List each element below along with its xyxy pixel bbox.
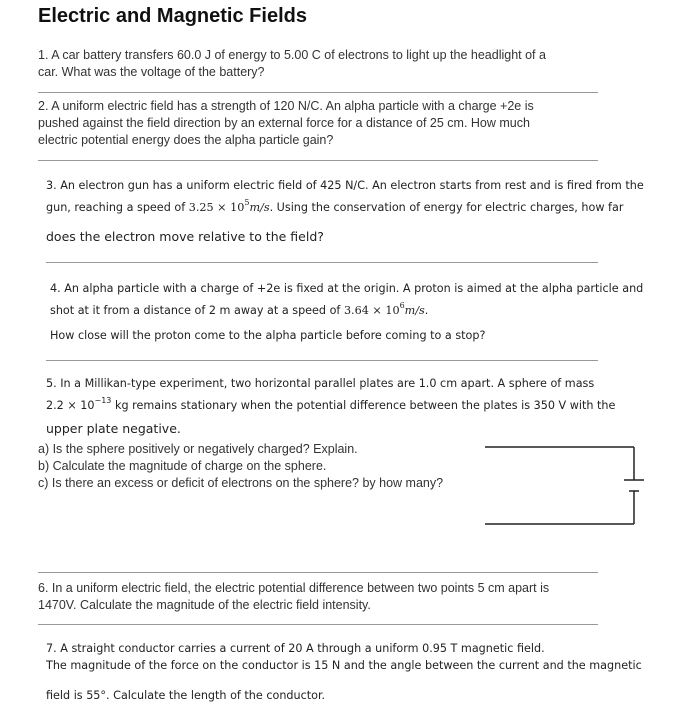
question-4-line-1: 4. An alpha particle with a charge of +2e is fixed at the origin. A proton is aimed at the alpha particle and (50, 282, 644, 295)
question-6-line-2: 1470V. Calculate the magnitude of the electric field intensity. (38, 598, 371, 612)
question-3-line-1: 3. An electron gun has a uniform electric field of 425 N/C. An electron starts from rest and is fired from the (46, 179, 644, 192)
question-3-line-3: does the electron move relative to the field? (46, 229, 324, 244)
question-5 (46, 375, 615, 437)
speed-exponent: 5 (244, 198, 250, 207)
part-a: a) Is the sphere positively or negatively charged? Explain. (38, 442, 358, 456)
parallel-plates-diagram (482, 440, 682, 540)
question-5-line-2 (46, 392, 615, 414)
mass-exponent: −13 (94, 396, 112, 405)
question-3-text: . Using the conservation of energy for electric charges, how far (269, 201, 624, 214)
question-4-text: shot at it from a distance of 2 m away at a speed of (50, 304, 344, 317)
part-c: c) Is there an excess or deficit of electrons on the sphere? by how many? (38, 476, 444, 490)
divider (46, 262, 598, 263)
question-2-line-3: electric potential energy does the alpha particle gain? (38, 133, 334, 147)
question-2 (38, 98, 534, 149)
question-5-line-3: upper plate negative. (46, 421, 181, 436)
question-6 (38, 580, 549, 614)
question-4-line-3: How close will the proton come to the alpha particle before coming to a stop? (50, 329, 486, 342)
speed-exponent: 6 (399, 301, 405, 310)
question-5-line-1: 5. In a Millikan-type experiment, two horizontal parallel plates are 1.0 cm apart. A sphere of mass (46, 377, 595, 390)
question-3 (46, 177, 644, 245)
question-7-line-3: field is 55°. Calculate the length of the conductor. (46, 689, 326, 702)
question-7-line-2: The magnitude of the force on the conductor is 15 N and the angle between the current and the magnetic (46, 659, 642, 672)
question-2-line-2: pushed against the field direction by an external force for a distance of 25 cm. How much (38, 116, 530, 130)
speed-mantissa: 3.64 × 10 (343, 304, 400, 317)
question-1 (38, 47, 546, 81)
question-1-line-2: car. What was the voltage of the battery? (38, 65, 265, 79)
question-2-line-1: 2. A uniform electric field has a strength of 120 N/C. An alpha particle with a charge +2e is (38, 99, 534, 113)
question-6-line-1: 6. In a uniform electric field, the electric potential difference between two points 5 cm apart is (38, 581, 550, 595)
question-5-text: kg remains stationary when the potential difference between the plates is 350 V with the (111, 399, 616, 412)
divider (38, 572, 598, 573)
question-1-line-1: 1. A car battery transfers 60.0 J of energy to 5.00 C of electrons to light up the headlight of a (38, 48, 546, 62)
question-5-parts (38, 441, 443, 492)
speed-unit: m/s (404, 304, 425, 317)
speed-unit: m/s (249, 201, 270, 214)
question-7-line-1: 7. A straight conductor carries a current of 20 A through a uniform 0.95 T magnetic field. (46, 642, 545, 655)
question-4 (50, 280, 643, 344)
speed-value (188, 198, 270, 214)
divider (46, 360, 598, 361)
divider (38, 624, 598, 625)
speed-value (343, 301, 425, 317)
mass-mantissa: 2.2 × 10 (46, 399, 95, 412)
divider (38, 92, 598, 93)
question-4-text: . (424, 304, 429, 317)
page-title: Electric and Magnetic Fields (38, 5, 307, 27)
divider (38, 160, 598, 161)
question-4-line-2 (50, 297, 643, 319)
part-b: b) Calculate the magnitude of charge on the sphere. (38, 459, 327, 473)
speed-mantissa: 3.25 × 10 (188, 201, 245, 214)
question-3-line-2 (46, 194, 644, 216)
question-3-text: gun, reaching a speed of (46, 201, 189, 214)
question-7 (46, 640, 642, 704)
